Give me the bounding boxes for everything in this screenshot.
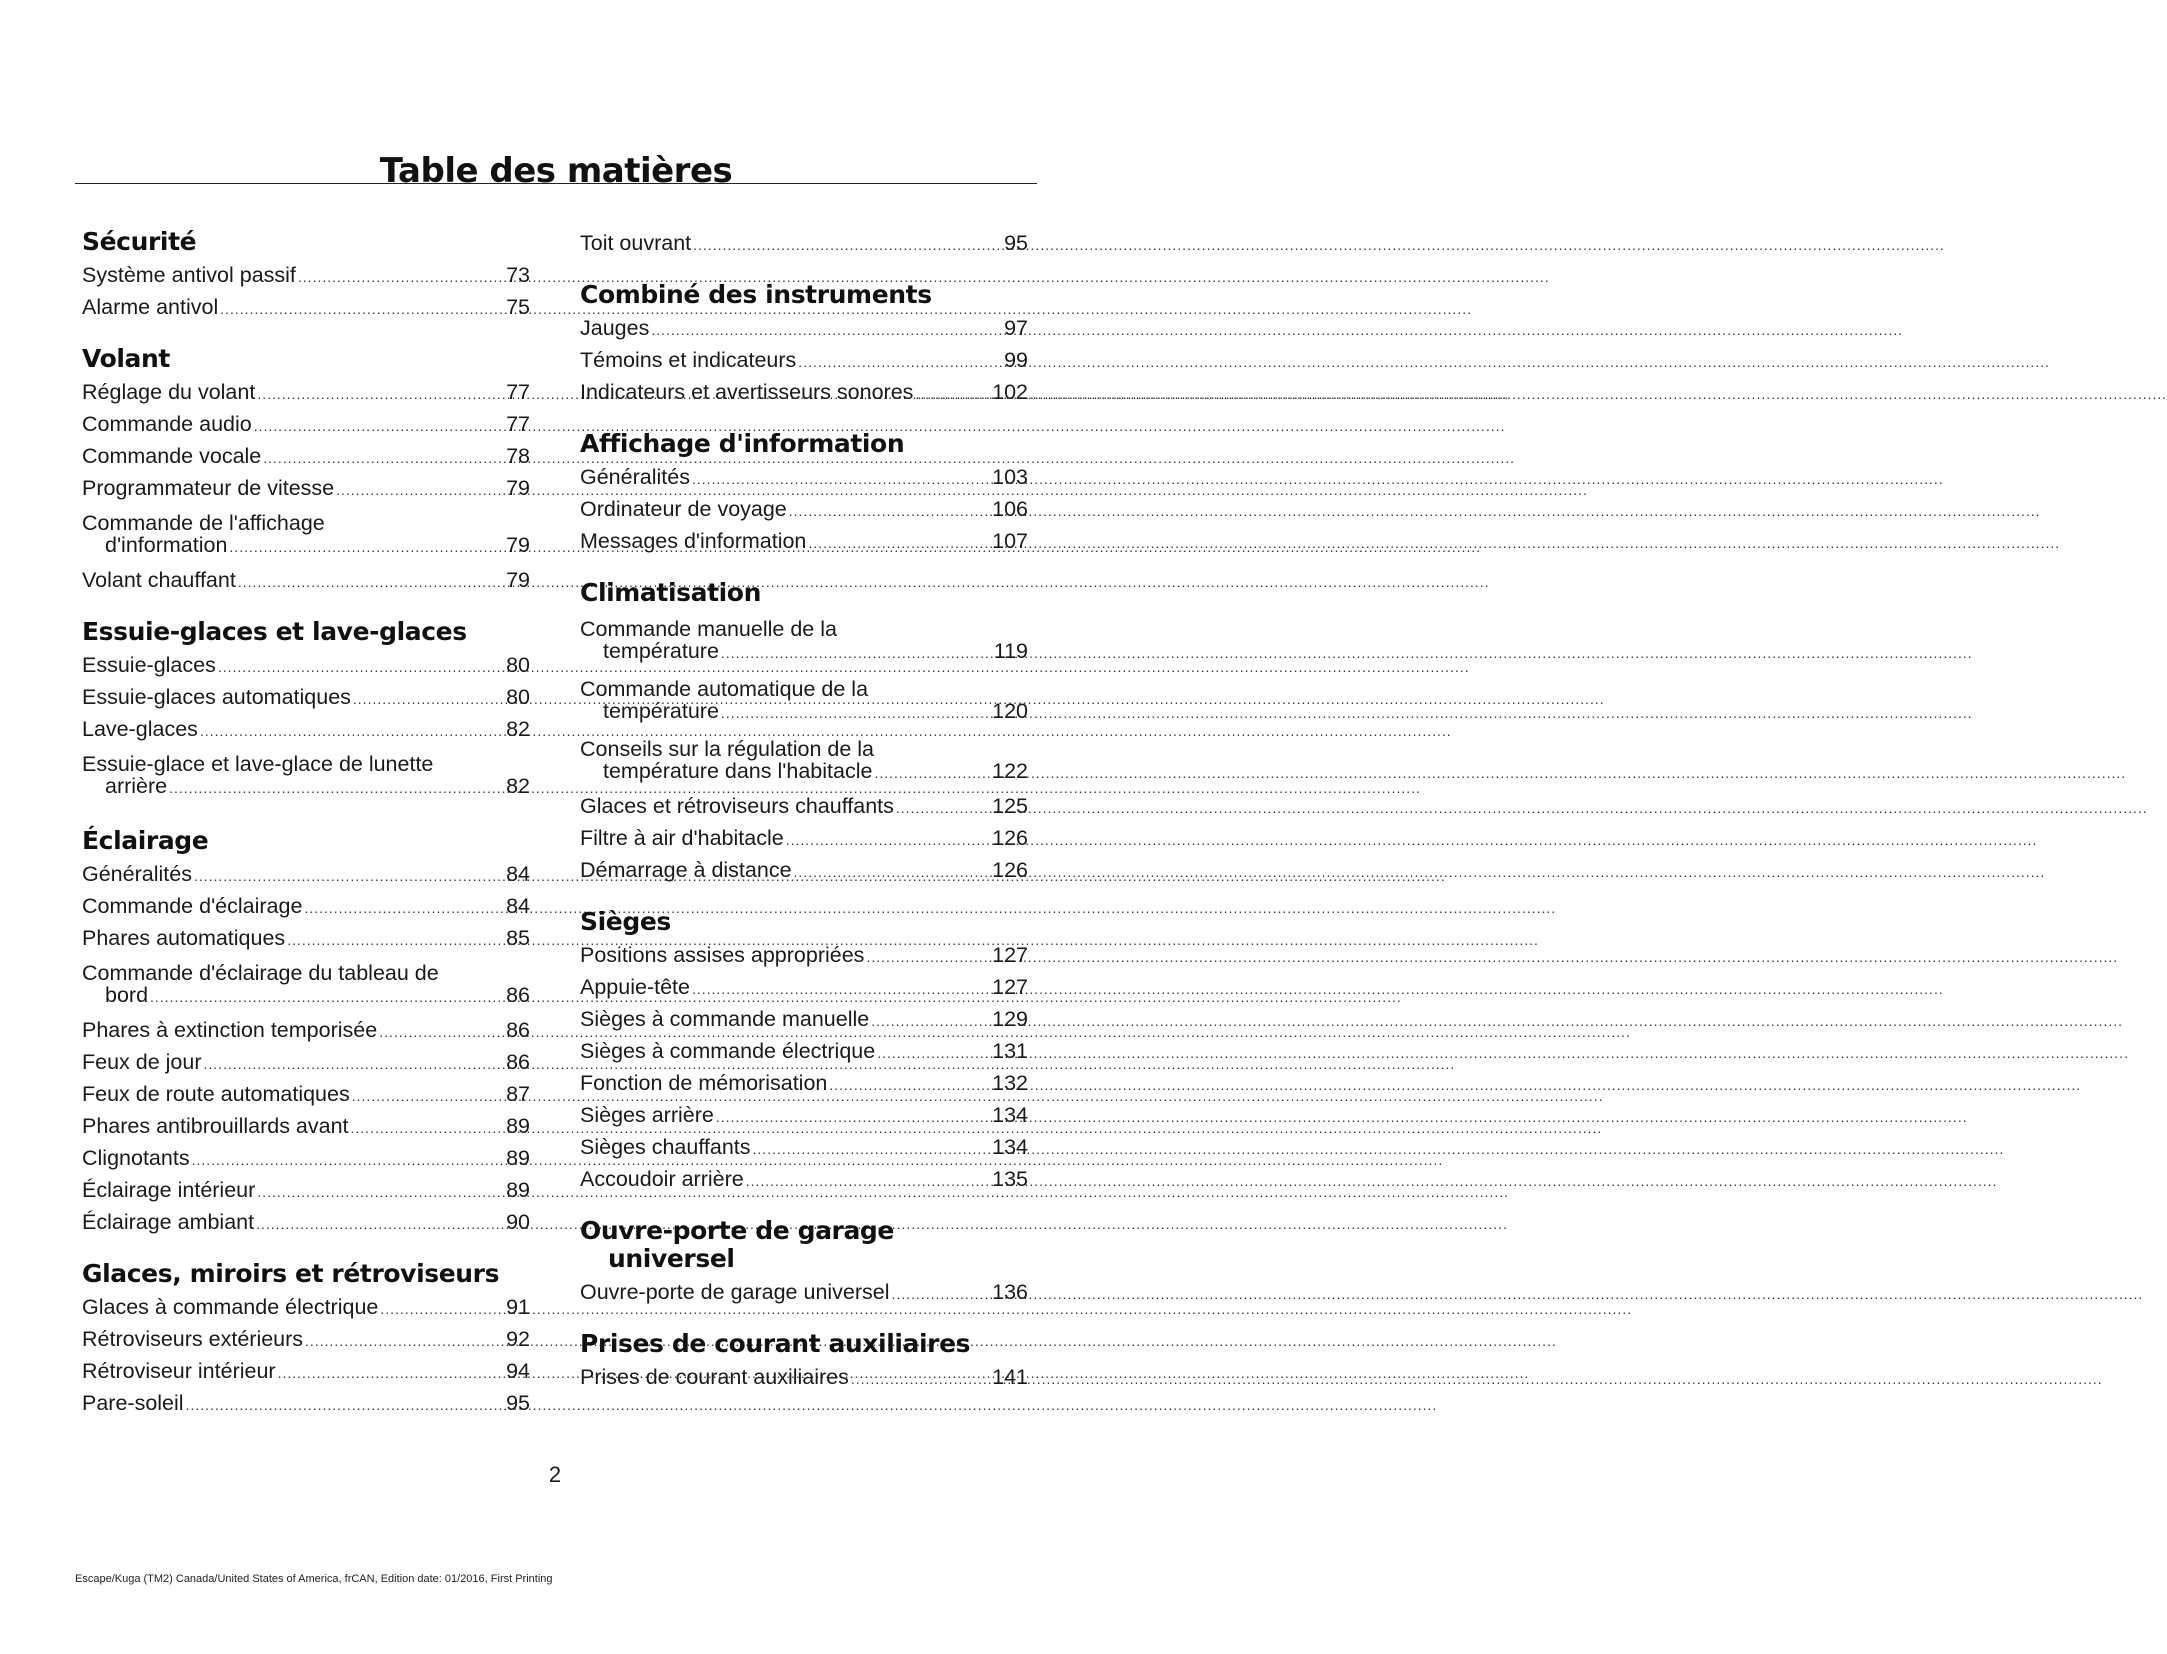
toc-entry-link[interactable] xyxy=(82,1175,530,1207)
dot-leader xyxy=(254,411,504,441)
toc-entry-page: 134 xyxy=(992,1103,1028,1127)
toc-section xyxy=(82,618,530,806)
dot-leader xyxy=(721,642,992,664)
dot-leader xyxy=(256,1209,504,1239)
toc-entry-label: d'information xyxy=(105,533,228,557)
page-title: Table des matières xyxy=(379,150,733,191)
dot-leader xyxy=(218,652,504,682)
toc-entry-link[interactable] xyxy=(580,1004,1028,1036)
toc-entry-label: Feux de route automatiques xyxy=(82,1082,350,1106)
toc-entry-page: 92 xyxy=(506,1327,530,1351)
dot-leader xyxy=(278,1358,505,1388)
toc-section xyxy=(82,228,530,324)
section-heading: Climatisation xyxy=(580,578,761,607)
toc-entry-label: Positions assises appropriées xyxy=(580,943,865,967)
toc-entry-page: 95 xyxy=(1004,231,1028,255)
section-heading: Éclairage xyxy=(82,826,209,855)
toc-entry-label: température dans l'habitacle xyxy=(603,759,873,783)
toc-entry-page: 141 xyxy=(992,1365,1028,1389)
toc-entry-label: Accoudoir arrière xyxy=(580,1167,744,1191)
toc-entry-link[interactable] xyxy=(82,775,530,806)
toc-entry-page: 82 xyxy=(506,774,530,798)
dot-leader xyxy=(721,702,990,724)
dot-leader xyxy=(305,1326,504,1356)
dot-leader xyxy=(380,1294,504,1324)
dot-leader xyxy=(169,777,504,799)
dot-leader xyxy=(851,1364,990,1394)
toc-entry-link[interactable] xyxy=(82,891,530,923)
toc-entry-link[interactable] xyxy=(82,1111,530,1143)
toc-entry-label: Filtre à air d'habitacle xyxy=(580,826,784,850)
toc-entry-page: 103 xyxy=(992,465,1028,489)
toc-entry-page: 134 xyxy=(992,1135,1028,1159)
toc-entry-label-line1: Commande automatique de la xyxy=(580,677,869,701)
toc-entry-multiline[interactable] xyxy=(580,731,1028,791)
dot-leader xyxy=(877,1038,990,1068)
toc-entry-link[interactable] xyxy=(580,462,1028,494)
toc-entry-link[interactable] xyxy=(82,1047,530,1079)
toc-entry-page: 132 xyxy=(992,1071,1028,1095)
dot-leader xyxy=(263,443,504,473)
dot-leader xyxy=(194,861,504,891)
dot-leader xyxy=(693,230,1002,260)
toc-entry-page: 136 xyxy=(992,1280,1028,1304)
toc-entry-page: 77 xyxy=(506,380,530,404)
dot-leader xyxy=(186,1390,505,1420)
toc-entry-multiline[interactable] xyxy=(82,505,530,565)
toc-entry-label: Éclairage ambiant xyxy=(82,1210,255,1234)
toc-entry-label: Glaces à commande électrique xyxy=(82,1295,379,1319)
section-heading: Combiné des instruments xyxy=(580,280,932,309)
dot-leader xyxy=(651,315,1002,345)
dot-leader xyxy=(874,762,990,784)
dot-leader xyxy=(298,262,504,292)
toc-entry-link[interactable] xyxy=(580,377,1028,409)
toc-entry-link[interactable] xyxy=(580,228,1028,260)
toc-entry-label: température xyxy=(603,639,719,663)
toc-entry-link[interactable] xyxy=(82,682,530,714)
toc-entry-link[interactable] xyxy=(82,377,530,409)
toc-entry-label: Témoins et indicateurs xyxy=(580,348,797,372)
toc-entry-page: 77 xyxy=(506,412,530,436)
toc-entry-page: 79 xyxy=(506,568,530,592)
dot-leader xyxy=(871,1006,990,1036)
toc-entry-link[interactable] xyxy=(580,526,1028,558)
toc-section xyxy=(580,579,1028,887)
toc-entry-page: 125 xyxy=(992,794,1028,818)
toc-entry-label: Éclairage intérieur xyxy=(82,1178,256,1202)
toc-entry-label: Lave-glaces xyxy=(82,717,198,741)
toc-entry-link[interactable] xyxy=(580,313,1028,345)
dot-leader xyxy=(794,857,991,887)
toc-entry-page: 97 xyxy=(1004,316,1028,340)
toc-entry-label: Essuie-glaces xyxy=(82,653,216,677)
toc-entry-link[interactable] xyxy=(82,1356,530,1388)
toc-entry-page: 106 xyxy=(992,497,1028,521)
toc-entry-label: Sièges chauffants xyxy=(580,1135,751,1159)
toc-entry-link[interactable] xyxy=(82,441,530,473)
toc-entry-page: 99 xyxy=(1004,348,1028,372)
toc-entry-link[interactable] xyxy=(82,1143,530,1175)
toc-entry-page: 87 xyxy=(506,1082,530,1106)
dot-leader xyxy=(229,536,504,558)
toc-entry-page: 78 xyxy=(506,444,530,468)
toc-entry-link[interactable] xyxy=(82,714,530,746)
toc-entry-label: Démarrage à distance xyxy=(580,858,792,882)
dot-leader xyxy=(692,464,990,494)
toc-entry-link[interactable] xyxy=(82,1015,530,1047)
toc-entry-page: 91 xyxy=(506,1295,530,1319)
toc-entry-page: 80 xyxy=(506,685,530,709)
toc-entry-page: 84 xyxy=(506,862,530,886)
toc-entry-link[interactable] xyxy=(82,409,530,441)
toc-entry-link[interactable] xyxy=(82,292,530,324)
toc-entry-label: Commande audio xyxy=(82,412,252,436)
dot-leader xyxy=(866,942,990,972)
dot-leader xyxy=(352,1081,504,1111)
toc-entry-page: 82 xyxy=(506,717,530,741)
section-heading: Affichage d'information xyxy=(580,429,905,458)
toc-entry-label: Sièges à commande électrique xyxy=(580,1039,876,1063)
toc-entry-link[interactable] xyxy=(82,859,530,891)
toc-entry-label: Généralités xyxy=(82,862,192,886)
toc-entry-link[interactable] xyxy=(580,640,1028,671)
toc-entry-label: Indicateurs et avertisseurs sonores xyxy=(580,380,914,404)
toc-entry-page: 95 xyxy=(506,1391,530,1415)
toc-entry-multiline[interactable] xyxy=(82,955,530,1015)
toc-entry-multiline[interactable] xyxy=(580,611,1028,671)
toc-entry-label: Alarme antivol xyxy=(82,295,219,319)
toc-entry-page: 120 xyxy=(992,699,1028,723)
toc-entry-link[interactable] xyxy=(580,1068,1028,1100)
dot-leader xyxy=(915,379,990,409)
toc-entry-label: Commande d'éclairage xyxy=(82,894,303,918)
toc-entry-page: 79 xyxy=(506,476,530,500)
section-heading: Glaces, miroirs et rétroviseurs xyxy=(82,1259,500,1288)
toc-entry-page: 80 xyxy=(506,653,530,677)
toc-entry-label: Rétroviseurs extérieurs xyxy=(82,1327,304,1351)
toc-entry-page: 75 xyxy=(506,295,530,319)
dot-leader xyxy=(892,1279,991,1309)
toc-entry-link[interactable] xyxy=(580,823,1028,855)
toc-entry-link[interactable] xyxy=(580,1100,1028,1132)
toc-entry-link[interactable] xyxy=(580,1164,1028,1196)
dot-leader xyxy=(257,379,504,409)
toc-entry-link[interactable] xyxy=(82,1292,530,1324)
dot-leader xyxy=(753,1134,991,1164)
toc-entry-page: 84 xyxy=(506,894,530,918)
toc-entry-page: 79 xyxy=(506,533,530,557)
toc-entry-page: 89 xyxy=(506,1146,530,1170)
toc-section xyxy=(82,1260,530,1420)
toc-entry-page: 126 xyxy=(992,826,1028,850)
toc-entry-label: Programmateur de vitesse xyxy=(82,476,335,500)
toc-entry-link[interactable] xyxy=(580,1132,1028,1164)
toc-entry-label: Fonction de mémorisation xyxy=(580,1071,828,1095)
toc-entry-label: Prises de courant auxiliaires xyxy=(580,1365,849,1389)
toc-entry-label: Ouvre-porte de garage universel xyxy=(580,1280,890,1304)
toc-entry-page: 129 xyxy=(992,1007,1028,1031)
toc-right-column xyxy=(580,228,1028,1415)
toc-entry-label-line1: Commande manuelle de la xyxy=(580,617,837,641)
toc-entry-label: température xyxy=(603,699,719,723)
dot-leader xyxy=(192,1145,505,1175)
toc-section xyxy=(580,1217,1028,1309)
toc-entry-link[interactable] xyxy=(82,534,530,565)
section-heading: Volant xyxy=(82,344,170,373)
toc-entry-page: 127 xyxy=(992,975,1028,999)
toc-entry-label: Sièges à commande manuelle xyxy=(580,1007,870,1031)
toc-entry-multiline[interactable] xyxy=(82,746,530,806)
toc-entry-page: 86 xyxy=(506,1018,530,1042)
toc-section xyxy=(82,345,530,597)
toc-entry-label: Commande vocale xyxy=(82,444,262,468)
toc-entry-link[interactable] xyxy=(82,923,530,955)
toc-entry-link[interactable] xyxy=(580,345,1028,377)
toc-entry-page: 131 xyxy=(992,1039,1028,1063)
dot-leader xyxy=(304,893,504,923)
dot-leader xyxy=(746,1166,990,1196)
toc-entry-link[interactable] xyxy=(82,260,530,292)
toc-entry-link[interactable] xyxy=(82,473,530,505)
toc-entry-link[interactable] xyxy=(580,1277,1028,1309)
toc-entry-link[interactable] xyxy=(82,1079,530,1111)
toc-section xyxy=(580,281,1028,409)
toc-entry-link[interactable] xyxy=(580,494,1028,526)
toc-entry-link[interactable] xyxy=(82,565,530,597)
toc-entry-label: Volant chauffant xyxy=(82,568,236,592)
toc-entry-page: 119 xyxy=(993,639,1028,663)
dot-leader xyxy=(351,1113,505,1143)
toc-entry-link[interactable] xyxy=(580,1036,1028,1068)
toc-entry-label: Phares automatiques xyxy=(82,926,286,950)
toc-entry-link[interactable] xyxy=(580,972,1028,1004)
dot-leader xyxy=(808,528,990,558)
toc-entry-label-line1: Essuie-glace et lave-glace de lunette xyxy=(82,752,434,776)
toc-entry-label-line1: Commande d'éclairage du tableau de xyxy=(82,961,439,985)
dot-leader xyxy=(716,1102,990,1132)
dot-leader xyxy=(798,347,1002,377)
footer-edition-info: Escape/Kuga (TM2) Canada/United States of America, frCAN, Edition date: 01/2016, First Printing xyxy=(75,1573,553,1585)
toc-entry-label-line1: Conseils sur la régulation de la xyxy=(580,737,874,761)
dot-leader xyxy=(353,684,504,714)
toc-entry-page: 94 xyxy=(506,1359,530,1383)
toc-entry-label: Phares antibrouillards avant xyxy=(82,1114,349,1138)
section-heading: Sécurité xyxy=(82,227,197,256)
dot-leader xyxy=(238,567,504,597)
toc-entry-label-line1: Commande de l'affichage xyxy=(82,511,325,535)
toc-entry-label: Réglage du volant xyxy=(82,380,256,404)
toc-entry-label: Généralités xyxy=(580,465,690,489)
title-divider xyxy=(75,183,1037,184)
toc-entry-page: 89 xyxy=(506,1178,530,1202)
toc-entry-link[interactable] xyxy=(580,791,1028,823)
toc-entry-link[interactable] xyxy=(580,760,1028,791)
dot-leader xyxy=(789,496,990,526)
toc-section xyxy=(580,908,1028,1196)
toc-entry-multiline[interactable] xyxy=(580,671,1028,731)
toc-entry-page: 89 xyxy=(506,1114,530,1138)
toc-entry-page: 135 xyxy=(992,1167,1028,1191)
toc-entry-label: bord xyxy=(105,983,149,1007)
toc-entry-link[interactable] xyxy=(82,1388,530,1420)
toc-entry-label: arrière xyxy=(105,774,168,798)
toc-entry-page: 107 xyxy=(992,529,1028,553)
toc-entry-link[interactable] xyxy=(82,984,530,1015)
toc-entry-link[interactable] xyxy=(580,700,1028,731)
toc-section xyxy=(82,827,530,1239)
toc-entry-page: 86 xyxy=(506,983,530,1007)
page-number: 2 xyxy=(548,1462,562,1487)
toc-entry-label: Système antivol passif xyxy=(82,263,296,287)
toc-entry-page: 86 xyxy=(506,1050,530,1074)
toc-entry-label: Appuie-tête xyxy=(580,975,690,999)
toc-entry-page: 85 xyxy=(506,926,530,950)
toc-entry-link[interactable] xyxy=(580,1362,1028,1394)
dot-leader xyxy=(220,294,504,324)
toc-entry-label: Sièges arrière xyxy=(580,1103,714,1127)
toc-entry-label: Glaces et rétroviseurs chauffants xyxy=(580,794,894,818)
toc-entry-page: 122 xyxy=(992,759,1028,783)
section-heading: Prises de courant auxiliaires xyxy=(580,1329,971,1358)
toc-section xyxy=(580,1330,1028,1394)
toc-entry-link[interactable] xyxy=(580,855,1028,887)
dot-leader xyxy=(786,825,990,855)
toc-entry-label: Pare-soleil xyxy=(82,1391,184,1415)
toc-entry-label: Phares à extinction temporisée xyxy=(82,1018,378,1042)
dot-leader xyxy=(150,986,504,1008)
toc-entry-label: Rétroviseur intérieur xyxy=(82,1359,276,1383)
toc-entry-page: 127 xyxy=(992,943,1028,967)
toc-entry-link[interactable] xyxy=(580,940,1028,972)
toc-entry-page: 73 xyxy=(506,263,530,287)
toc-entry-label: Clignotants xyxy=(82,1146,190,1170)
toc-left-column xyxy=(82,228,530,1441)
toc-entry-link[interactable] xyxy=(82,650,530,682)
dot-leader xyxy=(829,1070,990,1100)
toc-section xyxy=(580,430,1028,558)
dot-leader xyxy=(336,475,504,505)
toc-entry-label: Toit ouvrant xyxy=(580,231,692,255)
toc-entry-page: 90 xyxy=(506,1210,530,1234)
dot-leader xyxy=(692,974,990,1004)
section-heading: Essuie-glaces et lave-glaces xyxy=(82,617,467,646)
section-heading: Ouvre-porte de garage universel xyxy=(580,1216,894,1273)
toc-entry-label: Jauges xyxy=(580,316,650,340)
toc-entry-label: Ordinateur de voyage xyxy=(580,497,787,521)
dot-leader xyxy=(200,716,504,746)
toc-entry-page: 102 xyxy=(992,380,1028,404)
dot-leader xyxy=(204,1049,505,1079)
toc-entry-page: 126 xyxy=(992,858,1028,882)
section-heading: Sièges xyxy=(580,907,671,936)
toc-entry-label: Messages d'information xyxy=(580,529,807,553)
toc-section xyxy=(580,228,1028,260)
toc-entry-link[interactable] xyxy=(82,1207,530,1239)
toc-entry-label: Feux de jour xyxy=(82,1050,202,1074)
dot-leader xyxy=(287,925,504,955)
dot-leader xyxy=(257,1177,504,1207)
toc-entry-link[interactable] xyxy=(82,1324,530,1356)
dot-leader xyxy=(379,1017,504,1047)
toc-entry-label: Essuie-glaces automatiques xyxy=(82,685,351,709)
dot-leader xyxy=(896,793,990,823)
